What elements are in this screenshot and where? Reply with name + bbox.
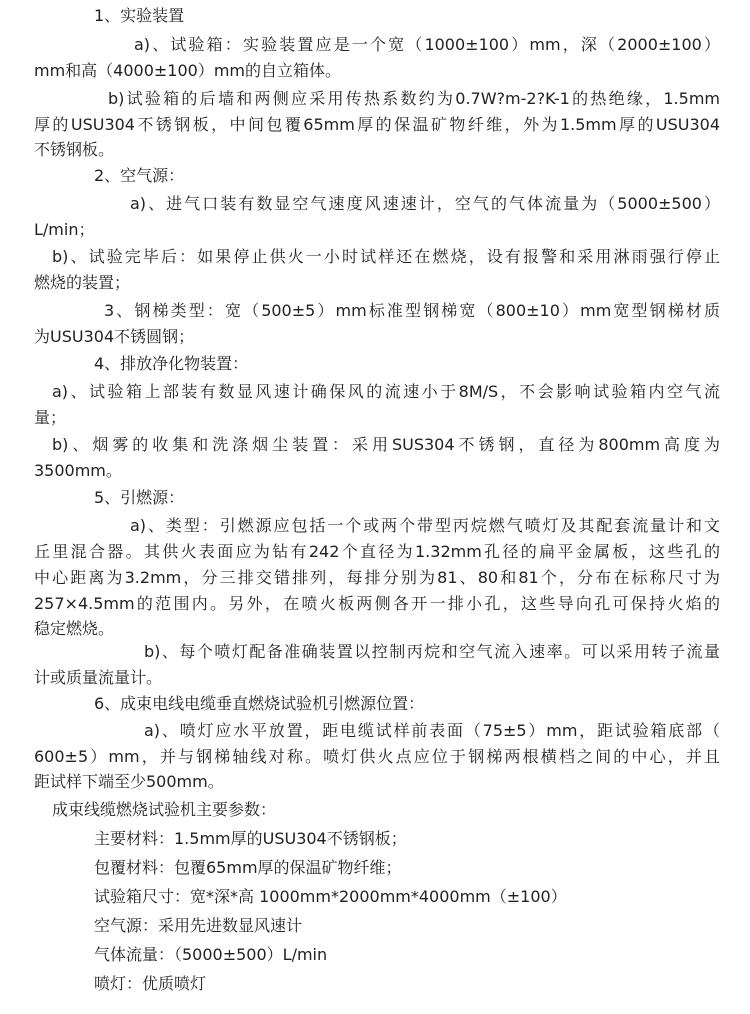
param-item: 试验箱尺寸：宽*深*高 1000mm*2000mm*4000mm（±100） [94, 887, 567, 906]
paragraph-line: 燃烧的装置； [34, 273, 131, 292]
section-heading-6: 6、成束电线电缆垂直燃烧试验机引燃源位置： [94, 694, 425, 713]
paragraph-line: L/min； [34, 220, 95, 239]
paragraph-line: 计或质量流量计。 [34, 668, 163, 687]
param-item: 气体流量：（5000±500）L/min [94, 945, 328, 964]
section-heading-2: 2、空气源： [94, 166, 185, 185]
param-item: 包覆材料：包覆65mm厚的保温矿物纤维； [94, 858, 402, 877]
paragraph-line: 厚的USU304不锈钢板，中间包覆65mm厚的保温矿物纤维，外为1.5mm厚的USU304 [34, 115, 720, 134]
section-heading-5: 5、引燃源： [94, 488, 185, 507]
paragraph-line: b)、烟雾的收集和洗涤烟尘装置：采用SUS304不锈钢，直径为800mm高度为 [52, 435, 720, 454]
paragraph-line: a)、进气口装有数显空气速度风速速计，空气的气体流量为（5000±500） [130, 194, 720, 213]
section-heading-1: 1、实验装置 [94, 6, 185, 25]
paragraph-line: 丘里混合器。其供火表面应为钻有242个直径为1.32mm孔径的扁平金属板，这些孔的 [34, 542, 720, 561]
param-item: 主要材料：1.5mm厚的USU304不锈钢板； [94, 829, 407, 848]
param-item: 喷灯：优质喷灯 [94, 974, 207, 993]
paragraph-line: b)、每个喷灯配备准确装置以控制丙烷和空气流入速率。可以采用转子流量 [144, 642, 720, 661]
paragraph-line: 稳定燃烧。 [34, 619, 115, 638]
paragraph-line: 不锈钢板。 [34, 140, 115, 159]
paragraph-line: b)试验箱的后墙和两侧应采用传热系数约为0.7W?m-2?K-1的热绝缘，1.5mm [108, 89, 720, 108]
paragraph-line: a)、试验箱上部装有数显风速计确保风的流速小于8M/S，不会影响试验箱内空气流 [52, 382, 720, 401]
paragraph-line: 中心距离为3.2mm，分三排交错排列，每排分别为81、80和81个，分布在标称尺寸为 [34, 568, 720, 587]
paragraph-line: 257×4.5mm的范围内。另外，在喷火板两侧各开一排小孔，这些导向孔可保持火焰的 [34, 594, 720, 613]
paragraph-line: 3500mm。 [34, 461, 122, 480]
paragraph-line: 600±5）mm，并与钢梯轴线对称。喷灯供火点应位于钢梯两根横档之间的中心，并且 [34, 747, 720, 766]
paragraph-line: 量； [34, 408, 67, 427]
paragraph-line: 为USU304不锈圆钢； [34, 327, 195, 346]
params-heading: 成束线缆燃烧试验机主要参数： [52, 800, 277, 819]
section-heading-3: 3、钢梯类型：宽（500±5）mm标准型钢梯宽（800±10）mm宽型钢梯材质 [104, 301, 720, 320]
paragraph-line: mm和高（4000±100）mm的自立箱体。 [34, 61, 342, 80]
section-heading-4: 4、排放净化物装置： [94, 354, 249, 373]
param-item: 空气源：采用先进数显风速计 [94, 916, 303, 935]
paragraph-line: b)、试验完毕后：如果停止供火一小时试样还在燃烧，设有报警和采用淋雨强行停止 [52, 247, 720, 266]
paragraph-line: a)、喷灯应水平放置，距电缆试样前表面（75±5）mm，距试验箱底部（ [144, 721, 720, 740]
paragraph-line: a)、试验箱：实验装置应是一个宽（1000±100）mm，深（2000±100） [134, 35, 720, 54]
paragraph-line: a)、类型：引燃源应包括一个或两个带型丙烷燃气喷灯及其配套流量计和文 [130, 516, 720, 535]
paragraph-line: 距试样下端至少500mm。 [34, 772, 224, 791]
